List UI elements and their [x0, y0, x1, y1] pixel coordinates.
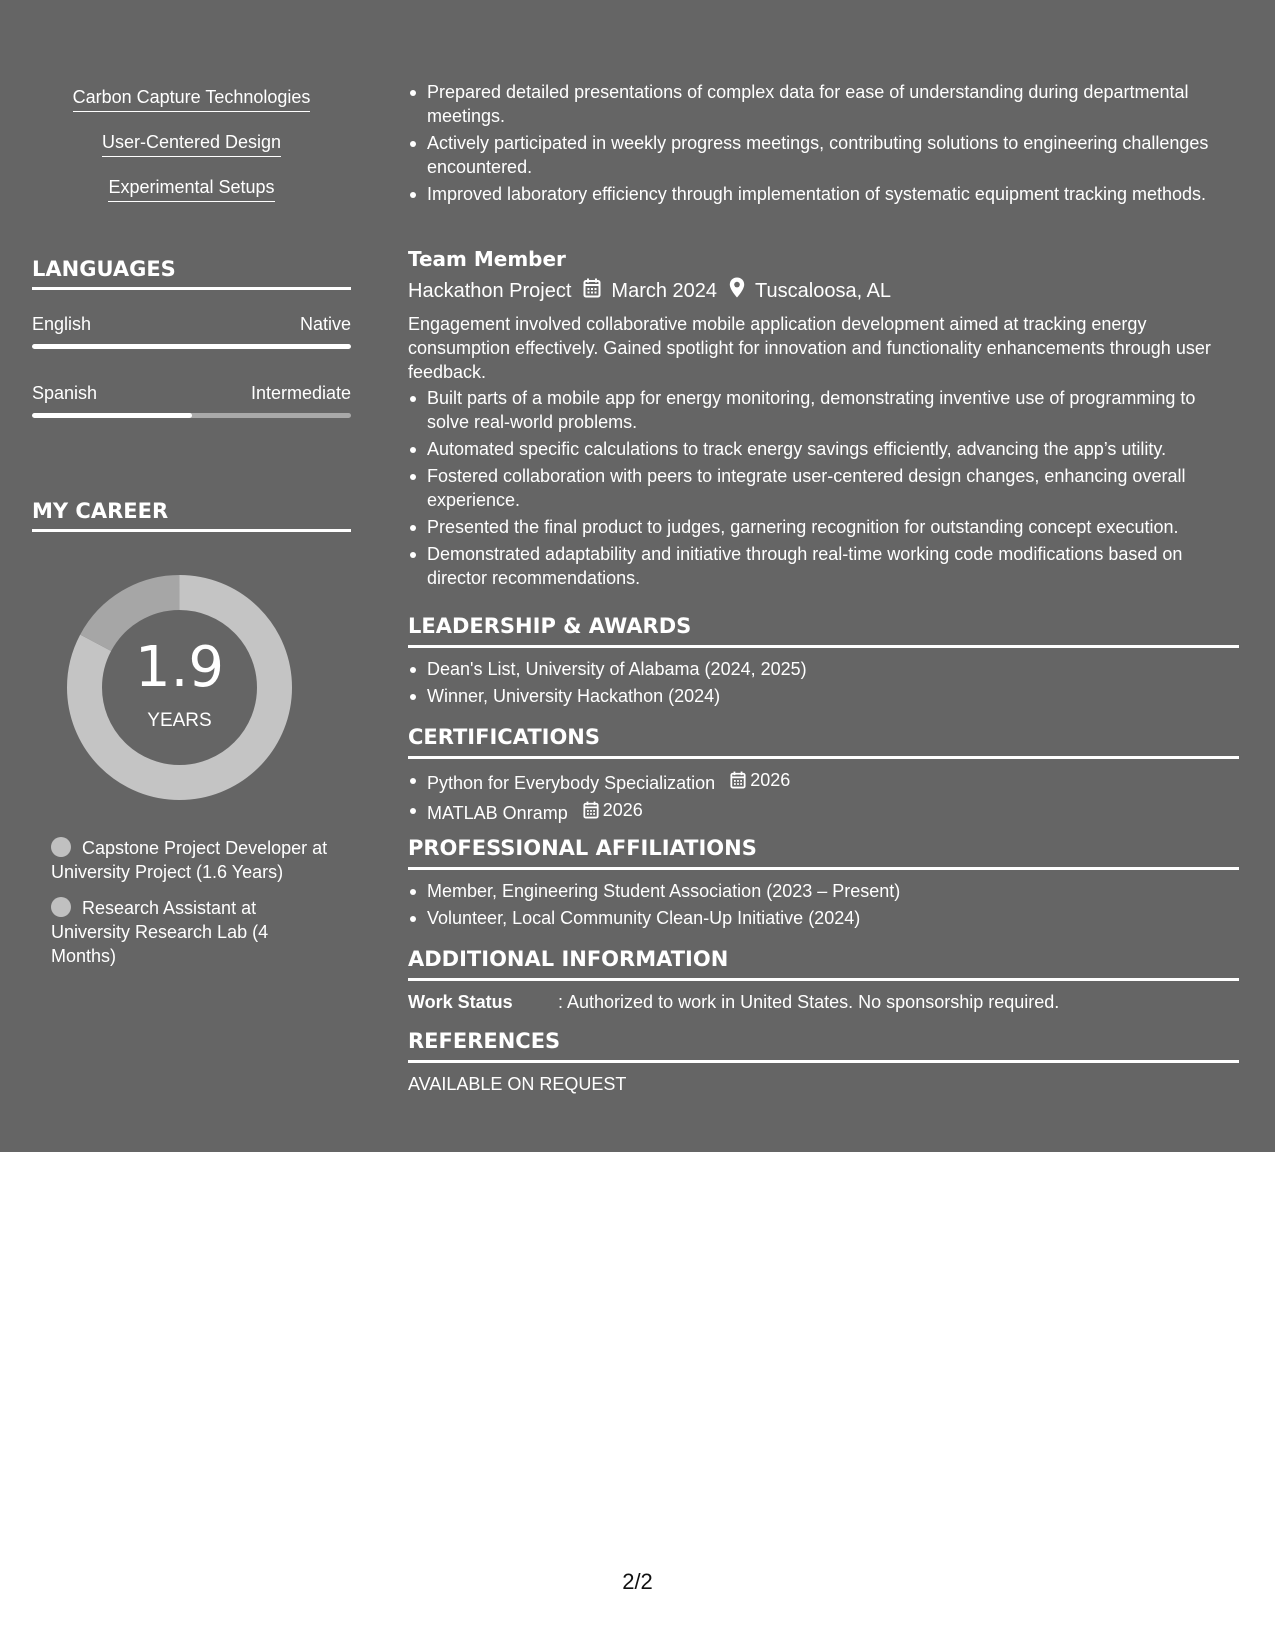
- career-donut-chart: [67, 575, 292, 800]
- career-item: [51, 836, 331, 884]
- skills-list: [32, 0, 351, 201]
- certification-year: [730, 768, 790, 792]
- list-item: Improved laboratory efficiency through implementation of systematic equipment tracking methods.: [408, 182, 1239, 206]
- job-location: Tuscaloosa, AL: [755, 280, 892, 302]
- calendar-icon: [730, 771, 746, 789]
- career-legend-dot: [51, 897, 71, 917]
- list-item: Member, Engineering Student Association (2023 – Present): [408, 879, 1239, 903]
- language-level: Intermediate: [250, 383, 351, 403]
- leadership-list: [408, 657, 1239, 708]
- leadership-section: [408, 613, 1239, 711]
- certification-year: [583, 798, 643, 822]
- additional-info-section: [408, 946, 1239, 1014]
- page-number: 2/2: [622, 1569, 653, 1594]
- list-item: Automated specific calculations to track energy savings efficiently, advancing the app’s utility.: [408, 437, 1239, 461]
- language-level: Native: [299, 314, 351, 334]
- job-company: Hackathon Project: [408, 280, 572, 302]
- list-item: Winner, University Hackathon (2024): [408, 684, 1239, 708]
- skill-tag: User-Centered Design: [102, 131, 281, 157]
- language-name: English: [32, 314, 92, 334]
- list-item: Demonstrated adaptability and initiative through real-time working code modifications based on director recommendations.: [408, 542, 1239, 590]
- list-item: Actively participated in weekly progress meetings, contributing solutions to engineering challenges encountered.: [408, 131, 1239, 179]
- work-status-value: : Authorized to work in United States. No sponsorship required.: [558, 992, 1060, 1012]
- career-list: [51, 836, 331, 980]
- list-item: Volunteer, Local Community Clean-Up Initiative (2024): [408, 906, 1239, 930]
- section-heading: ADDITIONAL INFORMATION: [408, 946, 1239, 981]
- list-item: Dean's List, University of Alabama (2024, 2025): [408, 657, 1239, 681]
- previous-role-bullets: [408, 80, 1239, 209]
- references-section: [408, 1028, 1239, 1096]
- work-status-row: [408, 990, 1239, 1014]
- certification-name: MATLAB Onramp: [427, 803, 568, 823]
- job-bullets: [408, 386, 1239, 590]
- references-text: AVAILABLE ON REQUEST: [408, 1074, 627, 1094]
- calendar-icon: [583, 278, 601, 305]
- career-total-unit: YEARS: [147, 710, 212, 731]
- certification-name: Python for Everybody Specialization: [427, 773, 716, 793]
- certifications-section: [408, 724, 1239, 828]
- job-date: March 2024: [611, 280, 718, 302]
- list-item: Built parts of a mobile app for energy monitoring, demonstrating inventive use of programming to solve real-world problems.: [408, 386, 1239, 434]
- work-status-label: Work Status: [408, 992, 513, 1012]
- job-entry: [408, 246, 1239, 593]
- section-heading: LEADERSHIP & AWARDS: [408, 613, 1239, 648]
- certifications-list: [408, 768, 1239, 825]
- job-title: Team Member: [408, 247, 566, 271]
- list-item: [408, 798, 1239, 825]
- career-item-label: Capstone Project Developer at University Project (1.6 Years): [51, 838, 328, 882]
- job-meta: [408, 277, 1239, 305]
- language-bar: [32, 344, 351, 349]
- section-heading: REFERENCES: [408, 1028, 1239, 1063]
- language-bar-fill: [32, 344, 351, 349]
- career-item: [51, 896, 331, 968]
- section-heading: CERTIFICATIONS: [408, 724, 1239, 759]
- skill-tag: Carbon Capture Technologies: [73, 86, 311, 112]
- sidebar: [32, 0, 351, 966]
- career-legend-dot: [51, 837, 71, 857]
- language-bar: [32, 413, 351, 418]
- certification-year-text: 2026: [602, 800, 643, 820]
- career-total-years: 1.9: [134, 635, 225, 700]
- list-item: Fostered collaboration with peers to integrate user-centered design changes, enhancing overall experience.: [408, 464, 1239, 512]
- career-heading: MY CAREER: [32, 498, 351, 532]
- affiliations-list: [408, 879, 1239, 930]
- languages-heading: LANGUAGES: [32, 256, 351, 290]
- career-item-label: Research Assistant at University Research Lab (4 Months): [51, 898, 269, 966]
- job-summary: Engagement involved collaborative mobile application development aimed at tracking energy consumption effectively. Gained spotlight for innovation and functionality enhancements through user feedback.: [408, 314, 1211, 382]
- calendar-icon: [583, 801, 599, 819]
- location-pin-icon: [729, 277, 745, 305]
- affiliations-section: [408, 835, 1239, 933]
- certification-year-text: 2026: [750, 770, 791, 790]
- section-heading: PROFESSIONAL AFFILIATIONS: [408, 835, 1239, 870]
- language-name: Spanish: [32, 383, 98, 403]
- skill-tag: Experimental Setups: [108, 176, 274, 202]
- language-bar-fill: [32, 413, 192, 418]
- list-item: Prepared detailed presentations of complex data for ease of understanding during departmental meetings.: [408, 80, 1239, 128]
- list-item: [408, 768, 1239, 795]
- list-item: Presented the final product to judges, garnering recognition for outstanding concept execution.: [408, 515, 1239, 539]
